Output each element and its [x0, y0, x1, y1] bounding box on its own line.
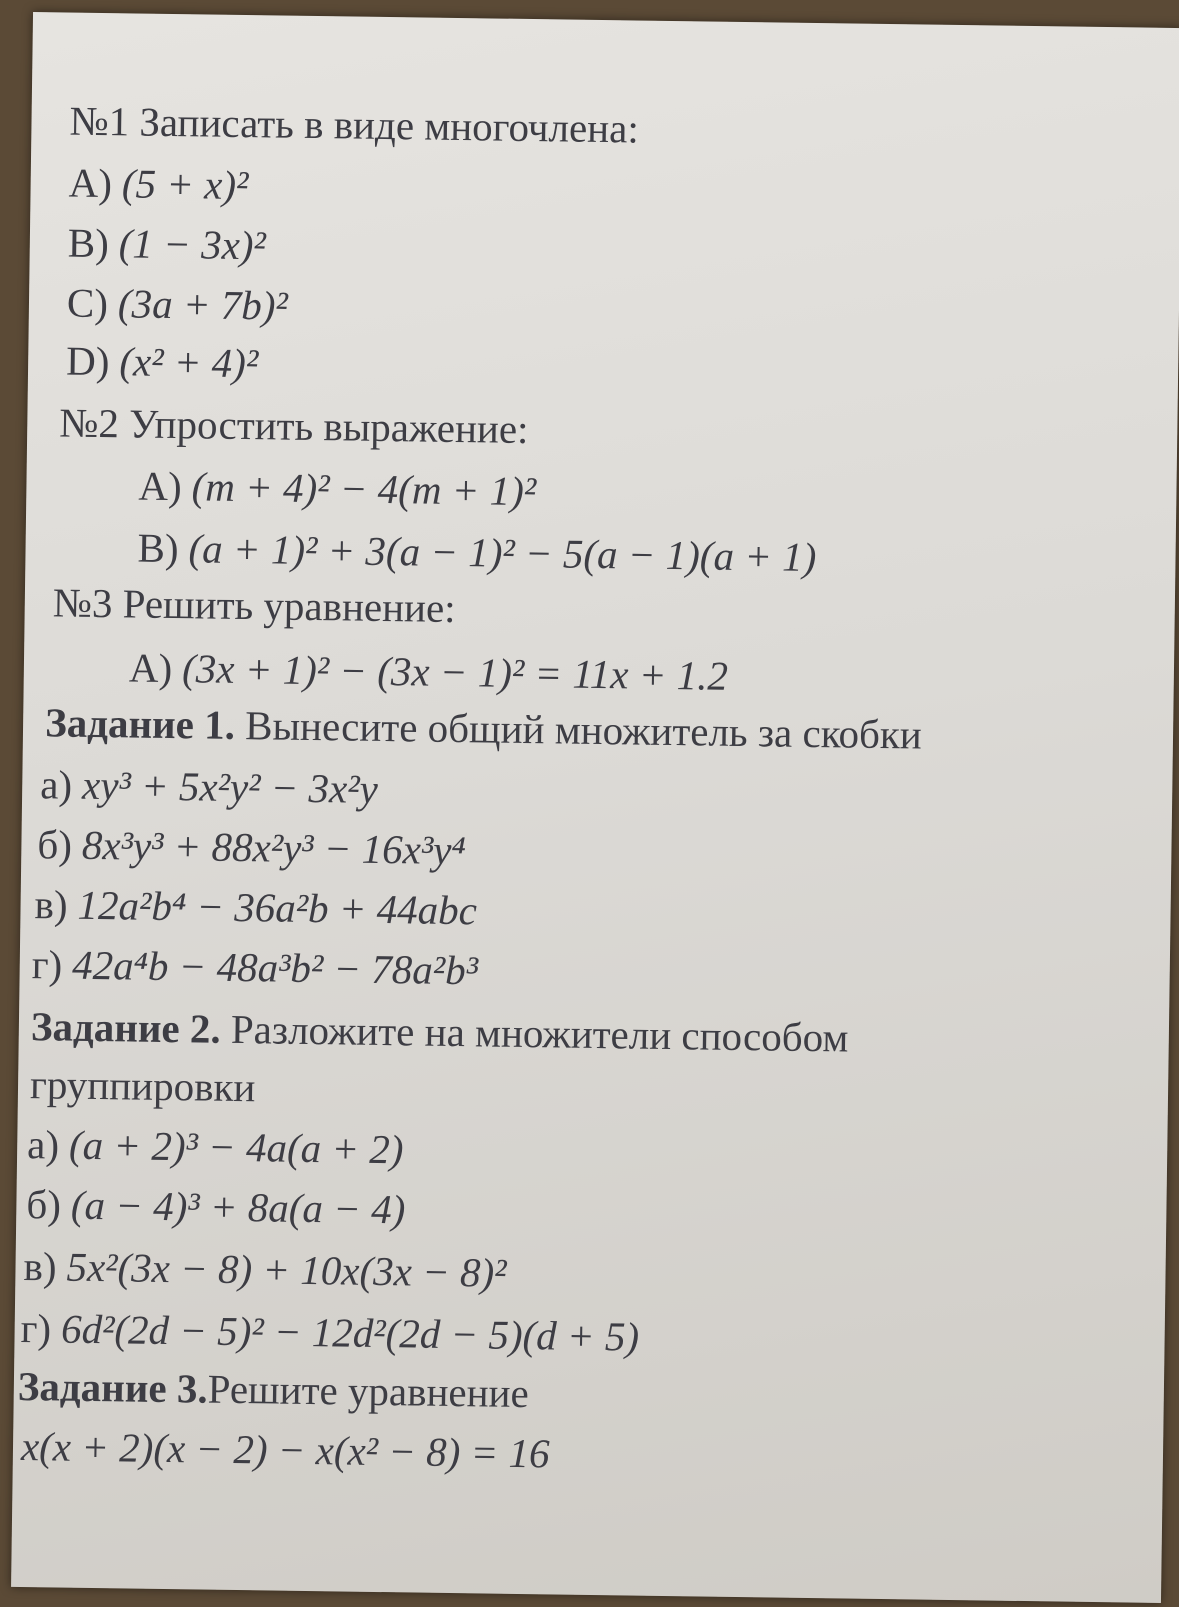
zadanie1-number: Задание 1.	[44, 699, 236, 748]
item-expression: (5 + x)²	[121, 160, 249, 209]
zadanie1-heading	[44, 699, 923, 758]
worksheet-page	[11, 12, 1179, 1603]
item-expression: 8x³y³ + 88x²y³ − 16x³y⁴	[81, 821, 466, 874]
item-expression: (a + 2)³ − 4a(a + 2)	[68, 1121, 404, 1173]
zadanie1-text: Вынесите общий множитель за скобки	[234, 701, 923, 758]
item-expression: xy³ + 5x²y² − 3x²y	[81, 761, 379, 812]
zadanie2-item-b	[26, 1181, 406, 1233]
zadanie3-number: Задание 3.	[17, 1362, 208, 1412]
item-label: а)	[26, 1121, 60, 1168]
task3-heading: №3 Решить уравнение:	[52, 579, 456, 632]
task1-item-d	[65, 337, 259, 387]
task3-item-a	[128, 644, 729, 699]
zadanie2-item-c	[23, 1243, 507, 1296]
zadanie3-heading	[17, 1362, 530, 1417]
task1-item-c	[66, 279, 289, 329]
item-expression: 42a⁴b − 48a³b² − 78a²b³	[71, 941, 479, 994]
zadanie1-item-c	[34, 881, 478, 934]
zadanie3-equation	[20, 1423, 550, 1477]
zadanie1-item-b	[37, 821, 466, 874]
task1-item-a	[68, 159, 249, 209]
item-expression: 12a²b⁴ − 36a²b + 44abc	[77, 881, 478, 934]
item-label: B)	[137, 524, 179, 572]
task1-heading: №1 Записать в виде многочлена:	[69, 97, 640, 152]
item-expression: (1 − 3x)²	[118, 220, 267, 269]
item-label: C)	[66, 279, 109, 327]
item-label: A)	[138, 462, 183, 510]
item-label: г)	[20, 1305, 52, 1352]
zadanie2-number: Задание 2.	[30, 1003, 222, 1052]
item-label: б)	[26, 1181, 62, 1228]
item-expression: (3a + 7b)²	[117, 280, 289, 329]
item-label: D)	[65, 337, 110, 385]
item-expression: (3x + 1)² − (3x − 1)² = 11x + 1.2	[181, 645, 729, 699]
item-expression: 6d²(2d − 5)² − 12d²(2d − 5)(d + 5)	[60, 1305, 640, 1360]
item-expression: x(x + 2)(x − 2) − x(x² − 8) = 16	[20, 1423, 550, 1477]
item-expression: (m + 4)² − 4(m + 1)²	[191, 463, 537, 515]
item-label: A)	[68, 159, 113, 207]
zadanie1-item-a	[39, 761, 379, 812]
item-expression: (a + 1)² + 3(a − 1)² − 5(a − 1)(a + 1)	[188, 525, 817, 581]
zadanie2-item-a	[26, 1121, 404, 1173]
task2-heading: №2 Упростить выражение:	[59, 399, 529, 453]
item-expression: 5x²(3x − 8) + 10x(3x − 8)²	[66, 1243, 507, 1296]
task1-item-b	[67, 219, 267, 269]
zadanie2-heading	[30, 1003, 849, 1061]
item-label: б)	[37, 821, 73, 868]
zadanie1-item-d	[31, 941, 479, 994]
item-label: в)	[34, 881, 68, 928]
item-label: A)	[128, 644, 173, 692]
zadanie3-text: Решите уравнение	[207, 1365, 530, 1417]
item-expression: (a − 4)³ + 8a(a − 4)	[70, 1181, 406, 1233]
item-label: а)	[39, 761, 73, 808]
item-expression: (x² + 4)²	[119, 338, 259, 387]
task2-item-a	[138, 462, 537, 515]
zadanie2-item-d	[20, 1305, 640, 1360]
task2-item-b	[137, 524, 817, 581]
item-label: B)	[67, 219, 110, 267]
item-label: г)	[31, 941, 63, 988]
item-label: в)	[23, 1243, 57, 1290]
zadanie2-text: Разложите на множители способом	[220, 1005, 849, 1061]
zadanie2-heading-cont: группировки	[29, 1061, 256, 1111]
